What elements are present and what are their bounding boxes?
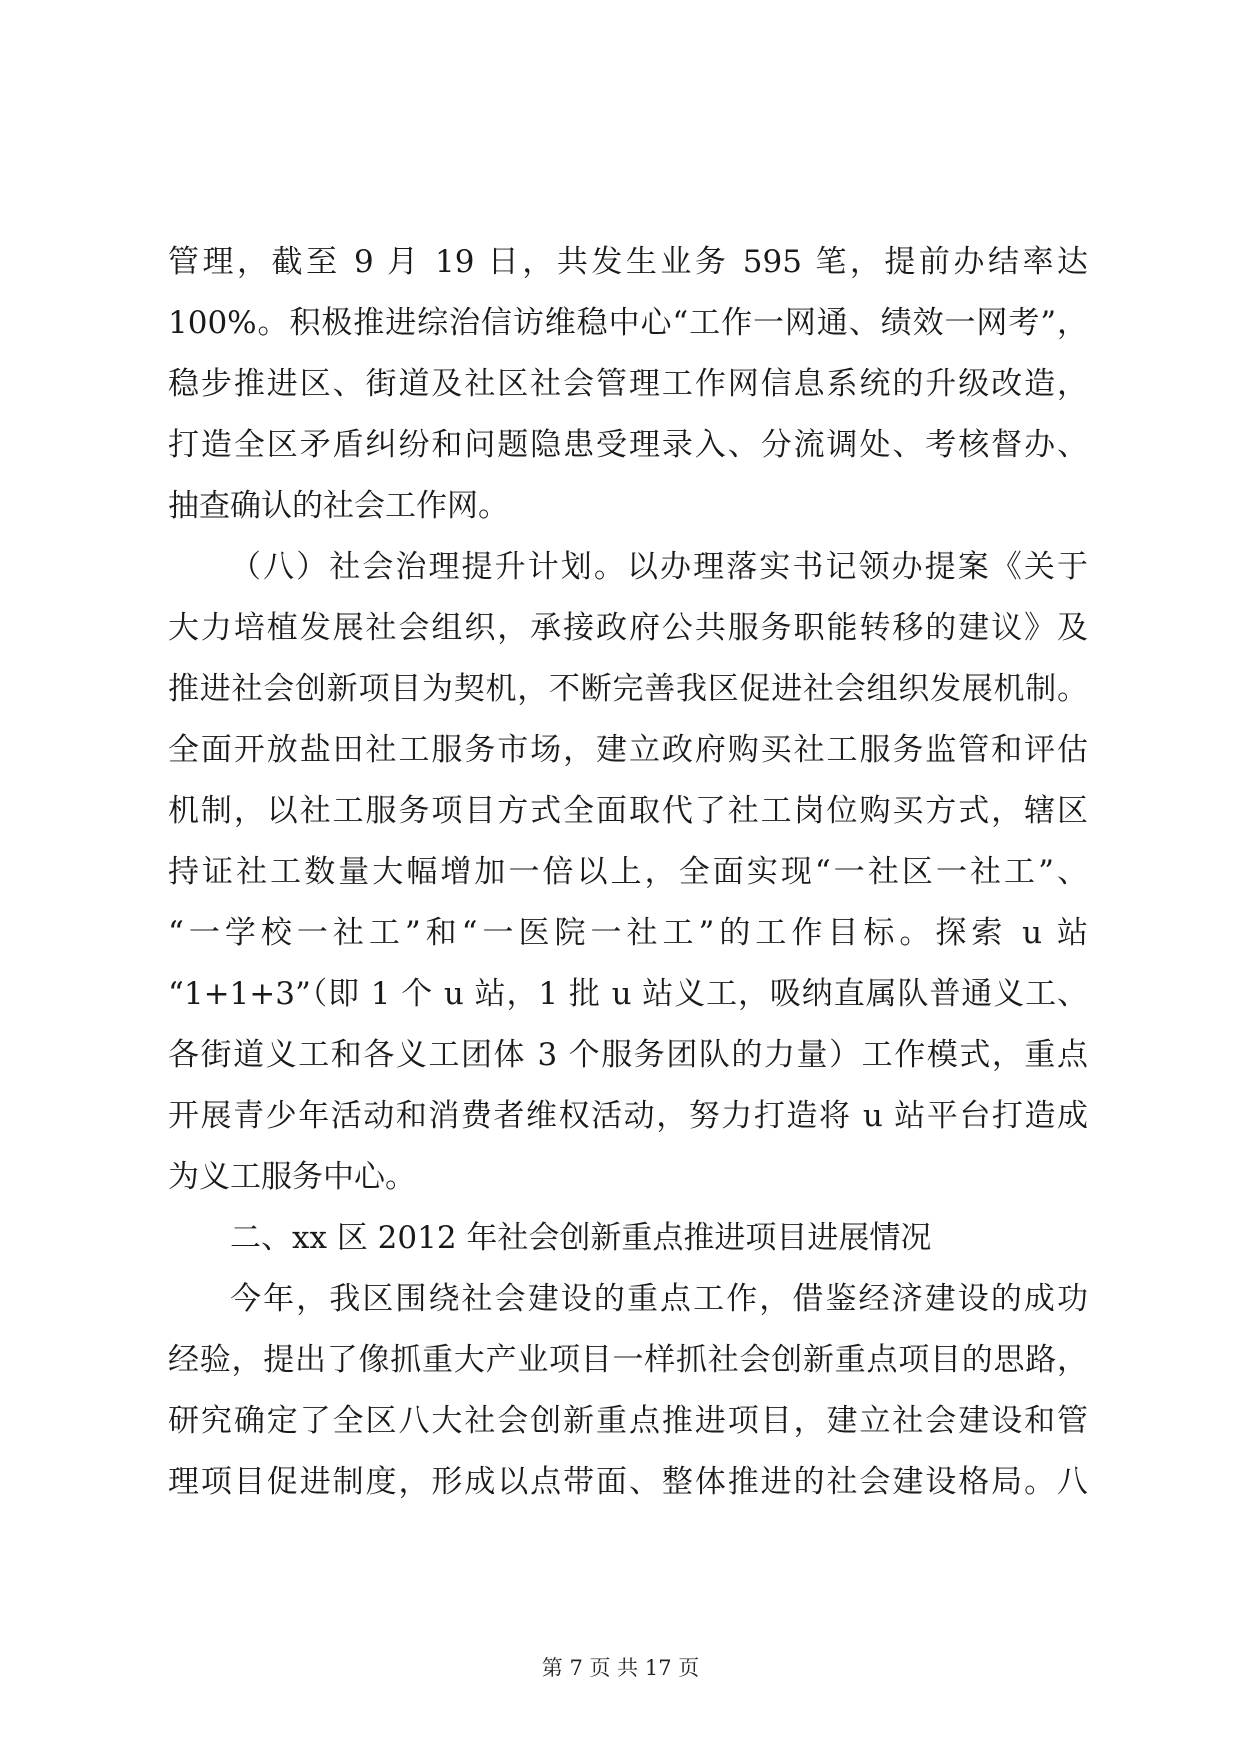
text-line: 100%。积极推进综治信访维稳中心“工作一网通、绩效一网考”， [168,305,1088,341]
text-line: 管理，截至 9 月 19 日，共发生业务 595 笔，提前办结率达 [168,244,1088,280]
document-body [168,232,1088,1513]
text-line: 稳步推进区、街道及社区社会管理工作网信息系统的升级改造， [168,366,1088,402]
text-line: “1+1+3”（即 1 个 u 站，1 批 u 站义工，吸纳直属队普通义工、 [168,976,1088,1012]
text-line: 各街道义工和各义工团体 3 个服务团队的力量）工作模式，重点 [168,1037,1088,1073]
text-line: 研究确定了全区八大社会创新重点推进项目，建立社会建设和管 [168,1403,1088,1439]
text-line: “一学校一社工”和“一医院一社工”的工作目标。探索 u 站 [168,915,1088,951]
text-line: （八）社会治理提升计划。以办理落实书记领办提案《关于 [230,549,1088,585]
text-line: 大力培植发展社会组织，承接政府公共服务职能转移的建议》及 [168,610,1088,646]
text-line: 推进社会创新项目为契机，不断完善我区促进社会组织发展机制。 [168,671,1088,707]
text-line: 开展青少年活动和消费者维权活动，努力打造将 u 站平台打造成 [168,1098,1088,1134]
text-line: 全面开放盐田社工服务市场，建立政府购买社工服务监管和评估 [168,732,1088,768]
text-line: 理项目促进制度，形成以点带面、整体推进的社会建设格局。八 [168,1464,1088,1500]
text-line: 持证社工数量大幅增加一倍以上，全面实现“一社区一社工”、 [168,854,1088,890]
text-line: 机制，以社工服务项目方式全面取代了社工岗位购买方式，辖区 [168,793,1088,829]
text-line: 抽查确认的社会工作网。 [168,488,509,524]
text-line: 为义工服务中心。 [168,1159,416,1195]
text-line: 今年，我区围绕社会建设的重点工作，借鉴经济建设的成功 [230,1281,1088,1317]
text-line: 经验，提出了像抓重大产业项目一样抓社会创新重点项目的思路， [168,1342,1088,1378]
page-footer: 第 7 页 共 17 页 [541,1656,700,1680]
text-line: 打造全区矛盾纠纷和问题隐患受理录入、分流调处、考核督办、 [168,427,1088,463]
text-line: 二、xx 区 2012 年社会创新重点推进项目进展情况 [230,1220,932,1256]
